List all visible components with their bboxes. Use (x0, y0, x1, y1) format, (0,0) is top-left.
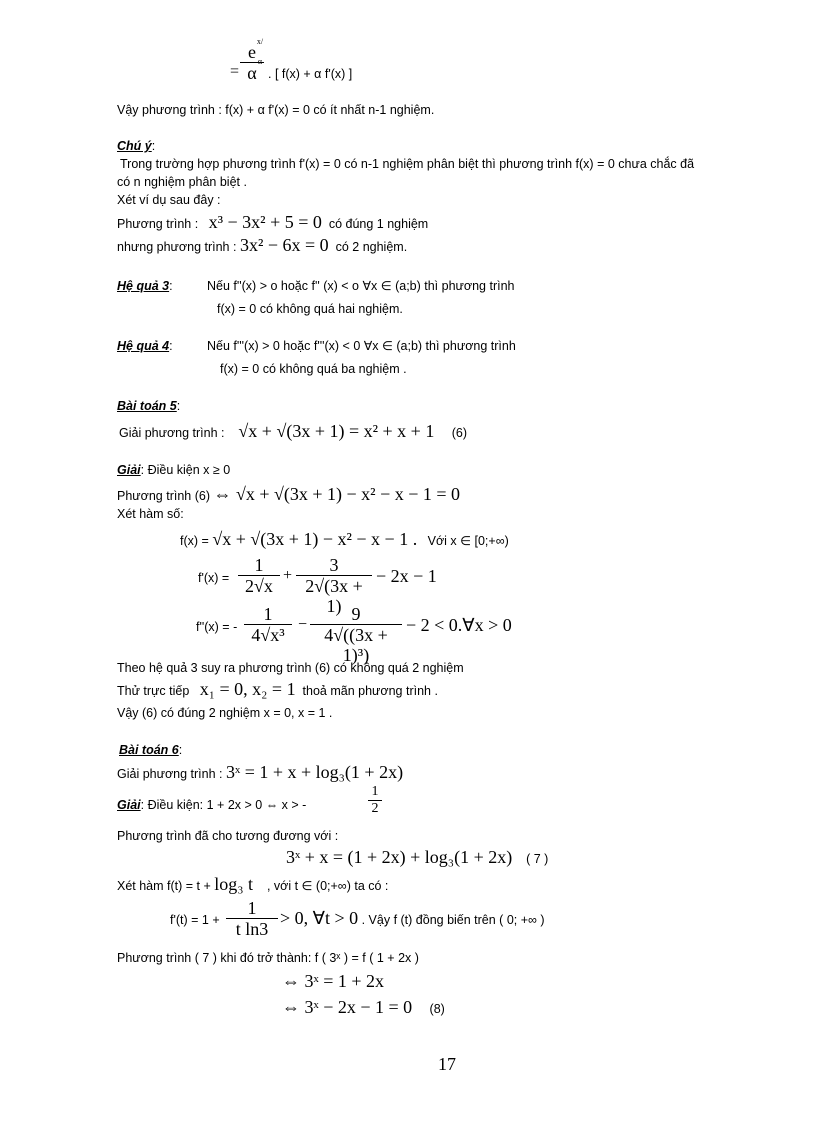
problem5-f2-frac1-den: 4√x³ (251, 625, 285, 645)
problem5-check-tail: thoả mãn phương trình . (302, 684, 438, 698)
problem6-solution-head (117, 797, 306, 813)
problem5-solution-head (117, 462, 230, 478)
problem6-ft-frac (226, 898, 278, 939)
problem6-ft-conclusion: . Vậy f (t) đồng biến trên ( 0; +∞ ) (361, 913, 545, 927)
problem6-step2-math: ⇔ 3ˣ − 2x − 1 = 0 (282, 997, 413, 1017)
problem5-f1-frac2-den: 2√(3x + 1) (305, 576, 363, 616)
problem6-cond-num: 1 (371, 784, 379, 799)
problem5-check-label: Thử trực tiếp (117, 684, 190, 698)
problem5-f1-plus: + (283, 567, 293, 584)
note-ex1-label: Phương trình : (117, 217, 199, 231)
problem5-f-label: f(x) = (180, 534, 209, 548)
intro-exp-base: e (248, 42, 256, 62)
corollary3-line1: Nếu f''(x) > o hoặc f'' (x) < o ∀x ∈ (a;b) thì phương trình (207, 279, 515, 293)
intro-fraction (240, 37, 264, 83)
problem5-result: Vậy (6) có đúng 2 nghiệm x = 0, x = 1 . (117, 706, 333, 720)
corollary4-line1: Nếu f'''(x) > 0 hoặc f'''(x) < 0 ∀x ∈ (a;b) thì phương trình (207, 339, 516, 353)
note-colon: : (151, 139, 156, 153)
problem6-step2 (282, 999, 445, 1017)
problem5-theo: Theo hệ quả 3 suy ra phương trình (6) có không quá 2 nghiệm (117, 661, 464, 675)
problem6-consider-math: log₃ t (214, 874, 254, 894)
problem5-f1-frac1 (238, 555, 280, 596)
problem6-cond-frac (368, 784, 382, 817)
problem6-consider-label: Xét hàm f(t) = t + (117, 879, 211, 893)
corollary3-colon: : (169, 279, 173, 293)
problem6-becomes: Phương trình ( 7 ) khi đó trở thành: f ( 3ˣ ) = f ( 1 + 2x ) (117, 951, 419, 965)
problem5-f2-minus: − (298, 616, 308, 633)
problem6-sol-heading: Giải (117, 798, 141, 812)
problem6-step1: ⇔ 3ˣ = 1 + 2x (282, 971, 385, 991)
problem6-ft-num: 1 (247, 898, 257, 918)
corollary4-heading: Hệ quả 4 (117, 339, 170, 353)
problem5-f2-frac2-den: 4√((3x + 1)³) (324, 625, 388, 665)
note-ex2-label: nhưng phương trình : (117, 240, 237, 254)
note-line1: Trong trường hợp phương trình f'(x) = 0 có n-1 nghiệm phân biệt thì phương trình f(x) = 0 chưa chắc đã (120, 157, 695, 171)
problem5-f-math: √x + √(3x + 1) − x² − x − 1 . (212, 529, 418, 549)
problem5-f1-frac2-num: 3 (329, 555, 339, 575)
problem5-task (119, 423, 467, 441)
note-ex2-math: 3x² − 6x = 0 (239, 235, 329, 255)
note-ex2 (117, 237, 407, 255)
problem6-heading: Bài toán 6 (119, 743, 179, 757)
problem5-f1-frac1-num: 1 (254, 555, 264, 575)
problem5-f2-frac2-num: 9 (351, 604, 361, 624)
problem5-f2-tail: − 2 < 0.∀x > 0 (406, 615, 512, 635)
problem6-ft-label: f'(t) = 1 + (170, 913, 220, 927)
problem5-f-domain: Với x ∈ [0;+∞) (427, 534, 509, 548)
intro-exp-sup: x/α (256, 37, 264, 66)
problem5-heading-wrap (117, 398, 180, 414)
problem5-task-num: (6) (451, 426, 467, 440)
problem5-f2-frac2 (310, 604, 402, 665)
intro-bracket: . [ f(x) + α f'(x) ] (268, 67, 353, 81)
problem6-task (117, 764, 403, 782)
problem5-task-label: Giải phương trình : (119, 426, 225, 440)
problem6-eq7-num: ( 7 ) (526, 852, 549, 866)
problem6-ft-rest (280, 910, 545, 928)
corollary4-line2: f(x) = 0 có không quá ba nghiệm . (220, 362, 407, 376)
problem6-eq7 (286, 849, 548, 867)
problem6-heading-wrap (119, 742, 182, 758)
note-ex1 (117, 214, 428, 232)
problem6-colon: : (178, 743, 183, 757)
intro-eq-prefix: = (230, 63, 240, 80)
problem5-f1-tail: − 2x − 1 (376, 566, 437, 586)
intro-fraction-num (240, 37, 264, 66)
problem5-check (117, 681, 438, 699)
note-ex1-math: x³ − 3x² + 5 = 0 (208, 212, 322, 232)
problem5-equiv-math: ⇔ √x + √(3x + 1) − x² − x − 1 = 0 (213, 484, 461, 504)
problem6-consider (117, 876, 388, 894)
problem6-consider-tail: , với t ∈ (0;+∞) ta có : (266, 879, 389, 893)
problem5-f2-label: f''(x) = - (196, 620, 238, 634)
intro-conclusion: Vậy phương trình : f(x) + α f'(x) = 0 có ít nhất n-1 nghiệm. (117, 103, 435, 117)
problem6-task-math: 3ˣ = 1 + x + log₃(1 + 2x) (226, 762, 404, 782)
note-line2: có n nghiệm phân biệt . (117, 175, 247, 189)
problem5-sol-cond: : Điều kiện x ≥ 0 (140, 463, 231, 477)
problem5-task-math: √x + √(3x + 1) = x² + x + 1 (238, 421, 435, 441)
problem6-cond-den: 2 (371, 801, 379, 816)
corollary4-colon: : (169, 339, 173, 353)
note-line3: Xét ví dụ sau đây : (117, 193, 221, 207)
problem5-f1-frac1-den: 2√x (245, 576, 273, 596)
corollary3-line2: f(x) = 0 có không quá hai nghiệm. (217, 302, 403, 316)
problem5-f2-frac1-num: 1 (263, 604, 273, 624)
note-heading-wrap (117, 138, 155, 154)
problem5-check-math: x₁ = 0, x₂ = 1 (199, 679, 296, 699)
problem5-f1-label: f'(x) = (198, 571, 230, 585)
problem5-heading: Bài toán 5 (117, 399, 177, 413)
intro-fraction-den: α (247, 63, 257, 83)
problem5-sol-heading: Giải (117, 463, 141, 477)
corollary3-heading: Hệ quả 3 (117, 279, 170, 293)
note-ex2-tail: có 2 nghiệm. (335, 240, 408, 254)
problem5-f (180, 531, 509, 549)
problem6-equiv: Phương trình đã cho tương đương với : (117, 829, 339, 843)
note-heading: Chú ý (117, 139, 152, 153)
note-ex1-tail: có đúng 1 nghiệm (328, 217, 429, 231)
problem6-ft-den: t ln3 (235, 919, 269, 939)
problem5-f2-frac1 (244, 604, 292, 645)
page-number: 17 (438, 1054, 456, 1074)
problem6-step2-num: (8) (429, 1002, 445, 1016)
problem5-equiv (117, 486, 460, 504)
problem6-eq7-math: 3ˣ + x = (1 + 2x) + log₃(1 + 2x) (286, 847, 513, 867)
problem5-consider: Xét hàm số: (117, 507, 184, 521)
corollary3-heading-wrap (117, 278, 173, 294)
corollary4-heading-wrap (117, 338, 173, 354)
problem6-sol-cond: : Điều kiện: 1 + 2x > 0 ⇔ x > - (140, 798, 307, 812)
problem6-ft-tail: > 0, ∀t > 0 (280, 908, 359, 928)
problem5-equiv-label: Phương trình (6) (117, 489, 210, 503)
problem6-task-label: Giải phương trình : (117, 767, 223, 781)
problem5-colon: : (176, 399, 181, 413)
